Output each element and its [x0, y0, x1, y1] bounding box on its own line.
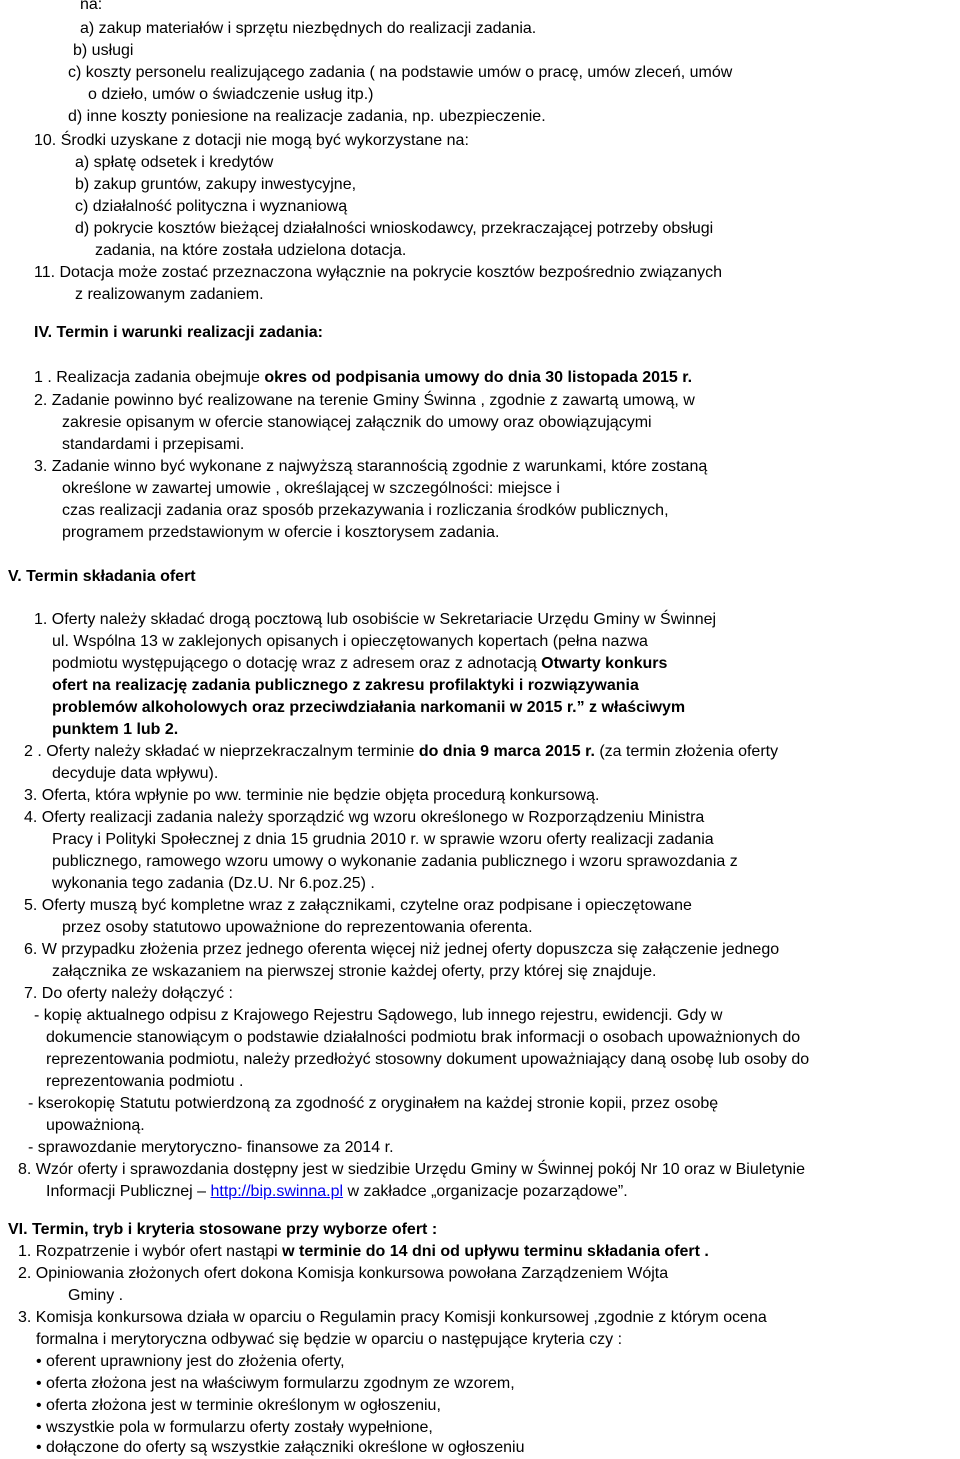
section-heading-iv: IV. Termin i warunki realizacji zadania: — [34, 324, 323, 341]
paragraph-11-continuation: z realizowanym zadaniem. — [75, 286, 264, 303]
list-item: - kopię aktualnego odpisu z Krajowego Rejestru Sądowego, lub innego rejestru, ewidencji. Gdy w — [34, 1007, 723, 1024]
paragraph-3-continuation: formalna i merytoryczna odbywać się będzie w oparciu o następujące kryteria czy : — [36, 1331, 623, 1348]
paragraph-3: 3. Komisja konkursowa działa w oparciu o Regulamin pracy Komisji konkursowej ,zgodnie z którym ocena — [18, 1309, 767, 1326]
text-run: (za termin złożenia oferty — [594, 743, 779, 760]
paragraph-4-continuation: publicznego, ramowego wzoru umowy o wykonanie zadania publicznego i wzoru sprawozdania z — [52, 853, 738, 870]
list-item-continuation: upoważnioną. — [46, 1117, 145, 1134]
text-run-bold: Otwarty konkurs — [541, 655, 668, 672]
bip-link[interactable]: http://bip.swinna.pl — [210, 1183, 344, 1200]
text-run: 2 . Oferty należy składać w nieprzekraczalnym terminie — [24, 743, 419, 760]
paragraph-1-continuation: punktem 1 lub 2. — [52, 721, 179, 738]
paragraph-1-continuation: problemów alkoholowych oraz przeciwdziałania narkomanii w 2015 r.” z właściwym — [52, 699, 686, 716]
paragraph-2-continuation: zakresie opisanym w ofercie stanowiącej załącznik do umowy oraz obowiązującymi — [62, 414, 652, 431]
paragraph-4: 4. Oferty realizacji zadania należy sporządzić wg wzoru określonego w Rozporządzeniu Ministra — [24, 809, 705, 826]
text-run: 1. Rozpatrzenie i wybór ofert nastąpi — [18, 1243, 283, 1260]
list-item-continuation: reprezentowania podmiotu, należy przedłożyć stosowny dokument upoważniający daną osobę lub osoby do — [46, 1051, 810, 1068]
paragraph-8-continuation — [46, 1181, 628, 1203]
paragraph-2 — [24, 741, 778, 763]
paragraph-4-continuation: wykonania tego zadania (Dz.U. Nr 6.poz.25) . — [52, 875, 375, 892]
text-run: podmiotu występującego o dotację wraz z adresem oraz z adnotacją — [52, 655, 542, 672]
paragraph-2: 2. Zadanie powinno być realizowane na terenie Gminy Świnna , zgodnie z zawartą umową, w — [34, 392, 695, 409]
paragraph-10: 10. Środki uzyskane z dotacji nie mogą być wykorzystane na: — [34, 132, 469, 149]
list-item-continuation: dokumencie stanowiącym o podstawie działalności podmiotu brak informacji o osobach upoważnionych do — [46, 1029, 801, 1046]
bullet-item: • wszystkie pola w formularzu oferty zostały wypełnione, — [36, 1419, 433, 1436]
section-heading-v: V. Termin składania ofert — [8, 568, 196, 585]
paragraph-3-continuation: określone w zawartej umowie , określającej w szczególności: miejsce i — [62, 480, 560, 497]
paragraph-11: 11. Dotacja może zostać przeznaczona wyłącznie na pokrycie kosztów bezpośrednio związanych — [34, 264, 723, 281]
paragraph-5-continuation: przez osoby statutowo upoważnione do reprezentowania oferenta. — [62, 919, 533, 936]
paragraph-2-continuation: decyduje data wpływu). — [52, 765, 219, 782]
list-item: - kserokopię Statutu potwierdzoną za zgodność z oryginałem na każdej stronie kopii, przez osobę — [28, 1095, 719, 1112]
text-run-bold: w terminie do 14 dni od upływu terminu składania ofert . — [282, 1243, 709, 1260]
text-run: w zakładce „organizacje pozarządowe”. — [343, 1183, 628, 1200]
text-run: Informacji Publicznej – — [46, 1183, 211, 1200]
paragraph-3: 3. Oferta, która wpłynie po ww. terminie nie będzie objęta procedurą konkursową. — [24, 787, 600, 804]
list-item-continuation: zadania, na które została udzielona dotacja. — [95, 242, 407, 259]
paragraph-8: 8. Wzór oferty i sprawozdania dostępny jest w siedzibie Urzędu Gminy w Świnnej pokój Nr 10 oraz w Biuletynie — [18, 1161, 806, 1178]
list-item: b) zakup gruntów, zakupy inwestycyjne, — [75, 176, 357, 193]
paragraph-1-continuation — [52, 653, 667, 675]
bullet-item: • oferta złożona jest w terminie określonym w ogłoszeniu, — [36, 1397, 441, 1414]
list-item: c) działalność polityczna i wyznaniową — [75, 198, 348, 215]
list-item: d) inne koszty poniesione na realizacje zadania, np. ubezpieczenie. — [68, 108, 546, 125]
list-item: a) zakup materiałów i sprzętu niezbędnych do realizacji zadania. — [80, 20, 537, 37]
paragraph-3: 3. Zadanie winno być wykonane z najwyższą starannością zgodnie z warunkami, które zostaną — [34, 458, 708, 475]
list-item: a) spłatę odsetek i kredytów — [75, 154, 274, 171]
paragraph-2-continuation: Gminy . — [68, 1287, 124, 1304]
paragraph-2: 2. Opiniowania złożonych ofert dokona Komisja konkursowa powołana Zarządzeniem Wójta — [18, 1265, 669, 1282]
list-item: - sprawozdanie merytoryczno- finansowe za 2014 r. — [28, 1139, 394, 1156]
bullet-item: • oferta złożona jest na właściwym formularzu zgodnym ze wzorem, — [36, 1375, 515, 1392]
list-item-continuation: o dzieło, umów o świadczenie usług itp.) — [88, 86, 374, 103]
bullet-item: • oferent uprawniony jest do złożenia oferty, — [36, 1353, 345, 1370]
list-item: d) pokrycie kosztów bieżącej działalności wnioskodawcy, przekraczającej potrzeby obsługi — [75, 220, 714, 237]
paragraph-1 — [18, 1241, 709, 1263]
text-run-bold: okres od podpisania umowy do dnia 30 listopada 2015 r. — [264, 369, 693, 386]
paragraph-1 — [34, 367, 692, 389]
paragraph-1-continuation: ul. Wspólna 13 w zaklejonych opisanych i opieczętowanych kopertach (pełna nazwa — [52, 633, 648, 650]
bullet-item: • dołączone do oferty są wszystkie załączniki określone w ogłoszeniu — [36, 1439, 525, 1456]
paragraph-6: 6. W przypadku złożenia przez jednego oferenta więcej niż jednej oferty dopuszcza się załączenie jednego — [24, 941, 780, 958]
paragraph-1: 1. Oferty należy składać drogą pocztową lub osobiście w Sekretariacie Urzędu Gminy w Świnnej — [34, 611, 717, 628]
section-heading-vi: VI. Termin, tryb i kryteria stosowane przy wyborze ofert : — [8, 1221, 438, 1238]
paragraph-5: 5. Oferty muszą być kompletne wraz z załącznikami, czytelne oraz podpisane i opieczętowane — [24, 897, 692, 914]
paragraph-4-continuation: Pracy i Polityki Społecznej z dnia 15 grudnia 2010 r. w sprawie wzoru oferty realizacji zadania — [52, 831, 714, 848]
text-run: 1 . Realizacja zadania obejmuje — [34, 369, 265, 386]
text-run-bold: do dnia 9 marca 2015 r. — [418, 743, 595, 760]
paragraph-3-continuation: programem przedstawionym w ofercie i kosztorysem zadania. — [62, 524, 500, 541]
list-item: b) usługi — [73, 42, 134, 59]
paragraph-2-continuation: standardami i przepisami. — [62, 436, 245, 453]
list-item: c) koszty personelu realizującego zadania ( na podstawie umów o pracę, umów zleceń, umów — [68, 64, 733, 81]
paragraph-1-continuation: ofert na realizację zadania publicznego z zakresu profilaktyki i rozwiązywania — [52, 677, 639, 694]
list-item-continuation: reprezentowania podmiotu . — [46, 1073, 244, 1090]
paragraph-7: 7. Do oferty należy dołączyć : — [24, 985, 233, 1002]
paragraph-6-continuation: załącznika ze wskazaniem na pierwszej stronie każdej oferty, przy której się znajduje. — [52, 963, 657, 980]
text-line: na: — [80, 0, 103, 13]
paragraph-3-continuation: czas realizacji zadania oraz sposób przekazywania i rozliczania środków publicznych, — [62, 502, 669, 519]
